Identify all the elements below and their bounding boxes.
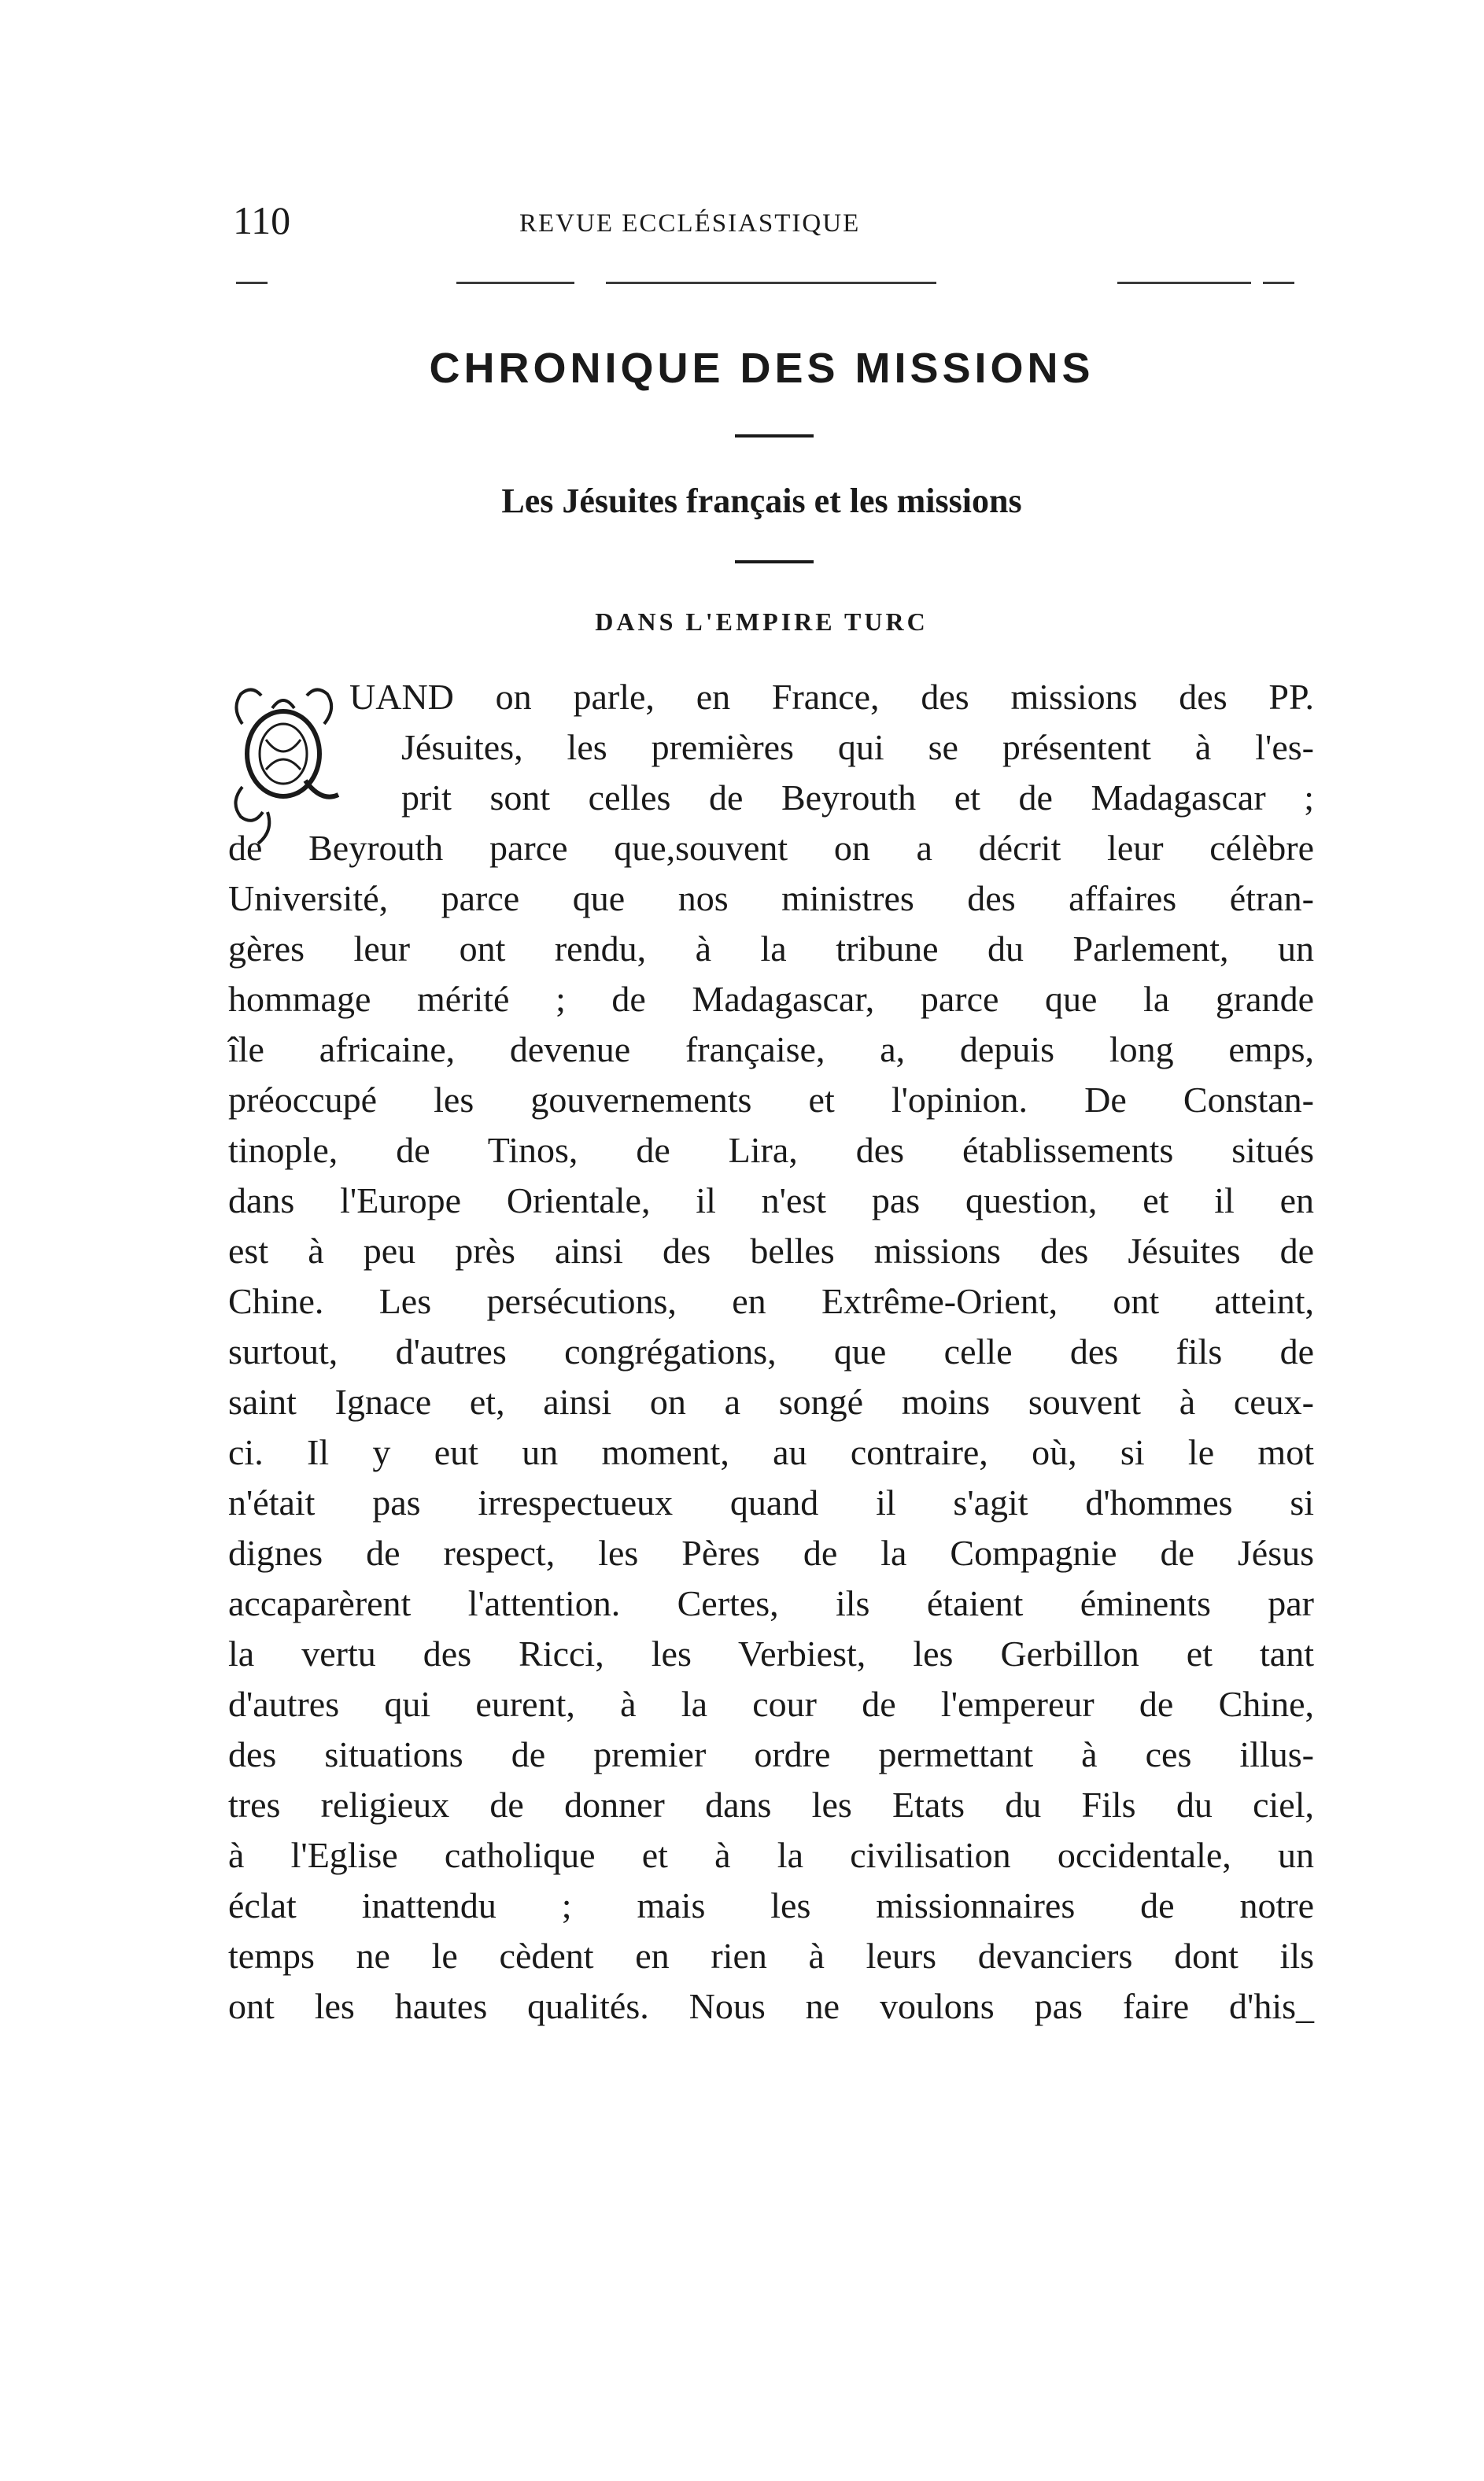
text-line: à l'Eglise catholique et à la civilisation occidentale, un bbox=[228, 1835, 1314, 1875]
text-line: est à peu près ainsi des belles missions des Jésuites de bbox=[228, 1231, 1314, 1271]
text-line: la vertu des Ricci, les Verbiest, les Gerbillon et tant bbox=[228, 1634, 1314, 1674]
text-line: ci. Il y eut un moment, au contraire, où, si le mot bbox=[228, 1432, 1314, 1472]
text-line: gères leur ont rendu, à la tribune du Parlement, un bbox=[228, 929, 1314, 969]
text-line: des situations de premier ordre permettant à ces illus- bbox=[228, 1734, 1314, 1774]
text-line: accaparèrent l'attention. Certes, ils étaient éminents par bbox=[228, 1583, 1314, 1623]
article-subtitle: Les Jésuites français et les missions bbox=[501, 482, 1022, 520]
section-heading: DANS L'EMPIRE TURC bbox=[595, 607, 928, 636]
text-line: d'autres qui eurent, à la cour de l'empereur de Chine, bbox=[228, 1684, 1314, 1724]
text-line: UAND on parle, en France, des missions des PP. bbox=[349, 677, 1314, 717]
text-line: temps ne le cèdent en rien à leurs devanciers dont ils bbox=[228, 1936, 1314, 1976]
text-line: prit sont celles de Beyrouth et de Madagascar ; bbox=[401, 777, 1314, 818]
text-line: ont les hautes qualités. Nous ne voulons pas faire d'his_ bbox=[228, 1986, 1314, 2026]
text-line: dignes de respect, les Pères de la Compagnie de Jésus bbox=[228, 1533, 1314, 1573]
header-rule bbox=[1117, 282, 1251, 284]
text-line: Université, parce que nos ministres des affaires étran- bbox=[228, 878, 1314, 918]
text-line: saint Ignace et, ainsi on a songé moins souvent à ceux- bbox=[228, 1382, 1314, 1422]
text-line: n'était pas irrespectueux quand il s'agit d'hommes si bbox=[228, 1482, 1314, 1523]
header-rule bbox=[1263, 282, 1294, 284]
text-line: hommage mérité ; de Madagascar, parce que la grande bbox=[228, 979, 1314, 1019]
page-number: 110 bbox=[233, 198, 291, 242]
text-line: préoccupé les gouvernements et l'opinion. De Constan- bbox=[228, 1080, 1314, 1120]
header-rule bbox=[456, 282, 574, 284]
header-rule bbox=[606, 282, 936, 284]
text-line: Jésuites, les premières qui se présentent à l'es- bbox=[401, 727, 1314, 767]
header-rule bbox=[236, 282, 268, 284]
running-head: REVUE ECCLÉSIASTIQUE bbox=[519, 209, 861, 238]
chapter-title: CHRONIQUE DES MISSIONS bbox=[429, 345, 1095, 392]
text-line: tres religieux de donner dans les Etats du Fils du ciel, bbox=[228, 1785, 1314, 1825]
text-line: dans l'Europe Orientale, il n'est pas question, et il en bbox=[228, 1180, 1314, 1220]
title-rule bbox=[735, 434, 814, 437]
text-line: tinople, de Tinos, de Lira, des établissements situés bbox=[228, 1130, 1314, 1170]
text-line: île africaine, devenue française, a, depuis long emps, bbox=[228, 1029, 1314, 1069]
text-line: de Beyrouth parce que,souvent on a décrit leur célèbre bbox=[228, 828, 1314, 868]
subtitle-rule bbox=[735, 560, 814, 563]
text-line: éclat inattendu ; mais les missionnaires de notre bbox=[228, 1885, 1314, 1925]
text-line: surtout, d'autres congrégations, que celle des fils de bbox=[228, 1331, 1314, 1372]
text-line: Chine. Les persécutions, en Extrême-Orient, ont atteint, bbox=[228, 1281, 1314, 1321]
